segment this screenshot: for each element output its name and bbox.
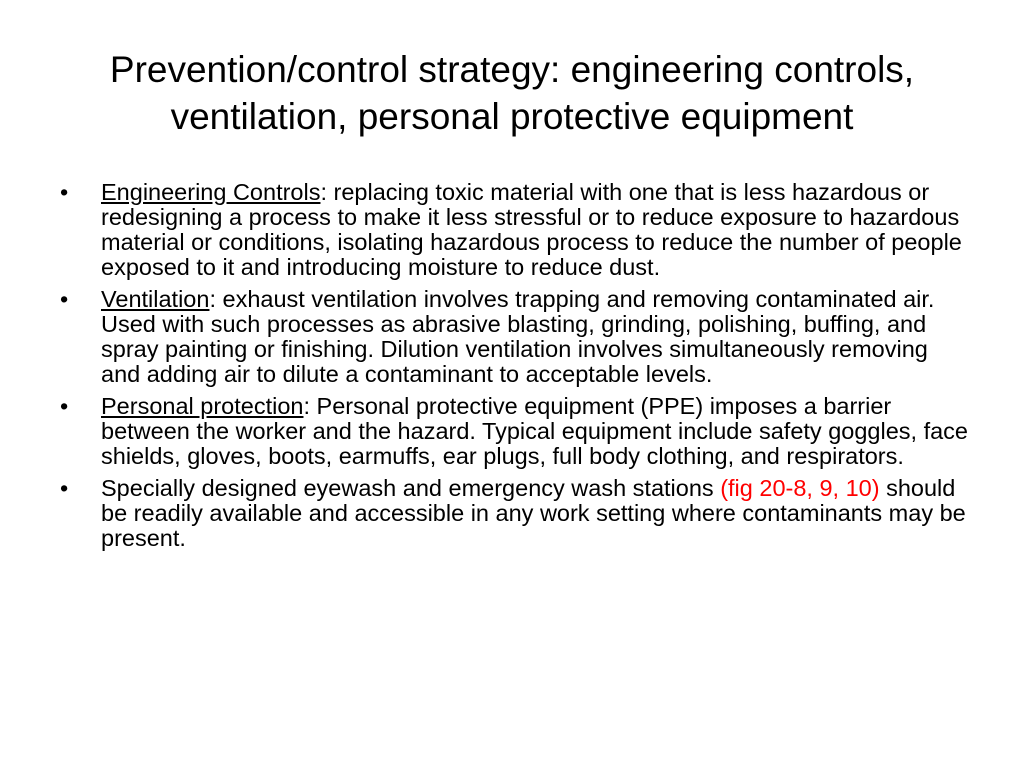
bullet-dot-icon: • [60,393,69,419]
bullet-text-personal-protection: : Personal protective equipment (PPE) imposes a barrier between the worker and the hazard. Typical equipment include safety goggles, face shields, gloves, boots, earmuffs, ear plugs, full body clothing, and respirators. [101,393,968,469]
bullet-dot-icon: • [60,286,69,312]
bullet-dot-icon: • [60,475,69,501]
bullet-engineering-controls [60,180,970,280]
bullet-term-personal-protection: Personal protection [101,393,304,419]
bullet-text-eyewash-after: should be readily available and accessible in any work setting where contaminants may be present. [101,475,966,551]
bullet-list [60,180,970,558]
slide-title-line-1: Prevention/control strategy: engineering controls, [109,49,915,90]
bullet-text-engineering-controls: : replacing toxic material with one that is less hazardous or redesigning a process to make it less stressful or to reduce exposure to hazardous material or conditions, isolating hazardous process to reduce the number of people exposed to it and introducing moisture to reduce dust. [101,179,962,280]
bullet-text-ventilation: : exhaust ventilation involves trapping and removing contaminated air. Used with such processes as abrasive blasting, grinding, polishing, buffing, and spray painting or finishing. Dilution ventilation involves simultaneously removing and adding air to dilute a contaminant to acceptable levels. [101,286,935,387]
bullet-personal-protection [60,394,970,469]
bullet-dot-icon: • [60,179,69,205]
figure-reference: (fig 20-8, 9, 10) [720,475,880,501]
bullet-ventilation [60,287,970,387]
slide-title [40,46,984,140]
slide-title-line-2: ventilation, personal protective equipment [170,96,854,137]
bullet-eyewash-stations [60,476,970,551]
bullet-text-eyewash-before: Specially designed eyewash and emergency wash stations [101,475,721,501]
bullet-term-ventilation: Ventilation [101,286,210,312]
bullet-term-engineering-controls: Engineering Controls [101,179,321,205]
